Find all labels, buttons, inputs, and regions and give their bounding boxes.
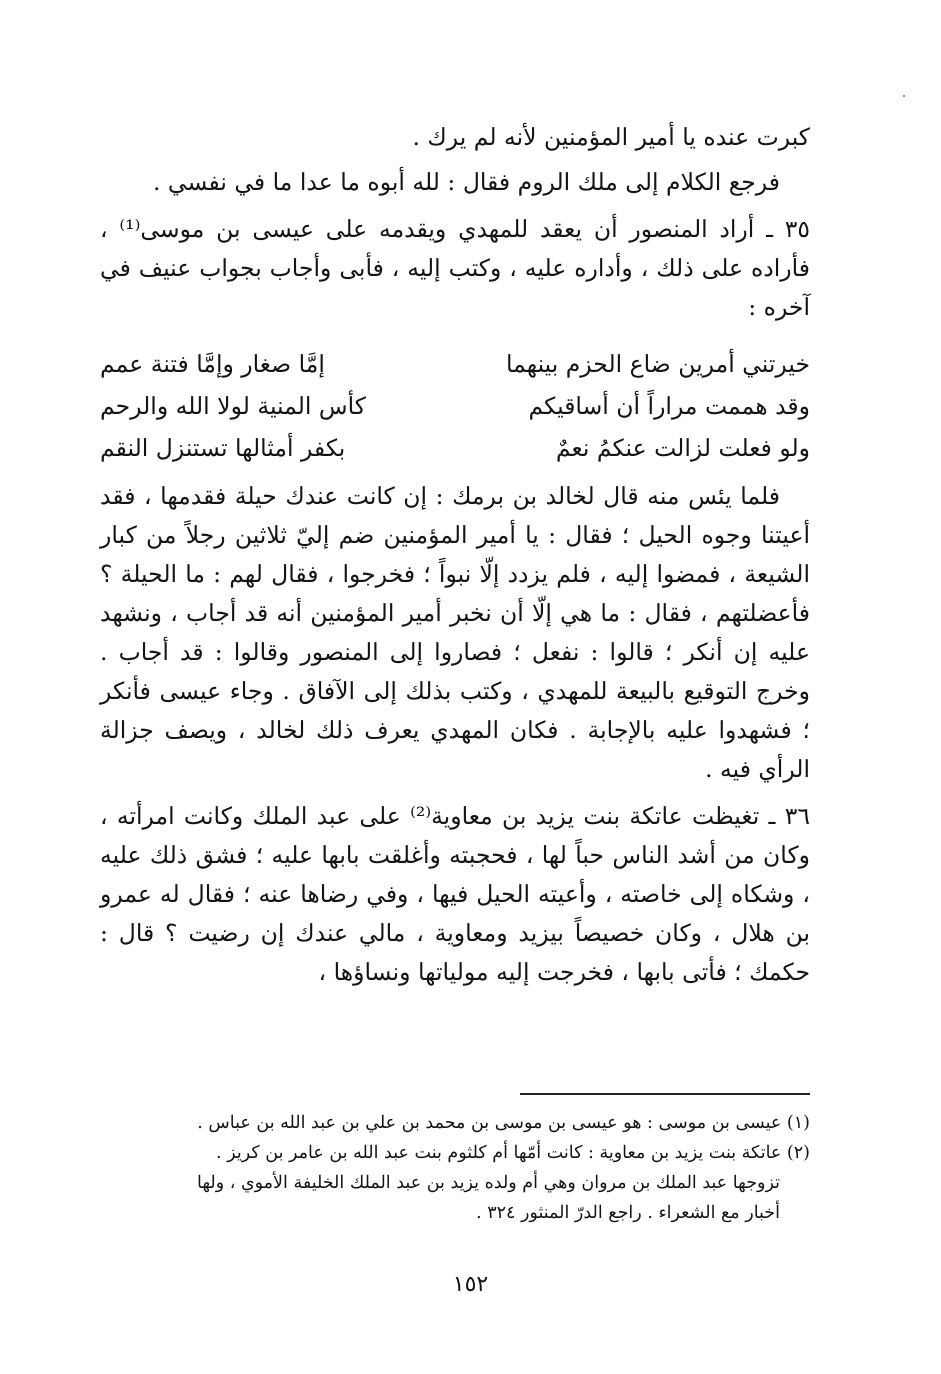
verse-second-hemistich: إمَّا صغار وإمَّا فتنة عمم bbox=[100, 350, 325, 378]
verse-first-hemistich: ولو فعلت لزالت عنكمُ نعمٌ bbox=[555, 434, 810, 462]
footnote-2-continuation: أخبار مع الشعراء . راجع الدرّ المنثور ٣٢٤ . bbox=[476, 1203, 780, 1223]
verse-second-hemistich: بكفر أمثالها تستنزل النقم bbox=[100, 434, 346, 462]
page-number: ١٥٢ bbox=[452, 1272, 489, 1297]
page-body bbox=[100, 118, 810, 1000]
footnote-2: (٢) عاتكة بنت يزيد بن معاوية : كانت أمّها أم كلثوم بنت عبد الله بن عامر بن كريز . bbox=[216, 1143, 810, 1163]
poem-verse bbox=[100, 385, 810, 427]
footnotes bbox=[150, 1108, 810, 1228]
footnote-2-continuation: تزوجها عبد الملك بن مروان وهي أم ولده يزيد بن عبد الملك الخليفة الأموي ، ولها bbox=[196, 1173, 780, 1193]
paragraph-2: فرجع الكلام إلى ملك الروم فقال : لله أبوه ما عدا ما في نفسي . bbox=[152, 168, 780, 196]
poem-verse bbox=[100, 427, 810, 469]
scan-speck bbox=[903, 95, 905, 97]
verse-first-hemistich: خيرتني أمرين ضاع الحزم بينهما bbox=[505, 350, 810, 378]
paragraph-khalid: فلما يئس منه قال لخالد بن برمك : إن كانت عندك حيلة فقدمها ، فقد أعيتنا وجوه الحيل ؛ فقال : يا أمير المؤمنين ضم إليّ ثلاثين رجلاً من كبار الشيعة ، فمضوا إليه ، فلم يزدد إلّا نبواً ؛ فخرجوا ، فقال لهم : ما الحيلة ؟ فأعضلتهم ، فقال : ما هي إلّا أن نخبر أمير المؤمنين أنه قد أجاب ، ونشهد عليه إن أنكر ؛ قالوا : نفعل ؛ فصاروا إلى المنصور وقالوا : قد أجاب . وخرج التوقيع بالبيعة للمهدي ، وكتب بذلك إلى الآفاق . وجاء عيسى فأنكر ؛ فشهدوا عليه بالإجابة . فكان المهدي يعرف ذلك لخالد ، ويصف جزالة الرأي فيه . bbox=[100, 482, 810, 783]
poem bbox=[100, 343, 810, 469]
poem-verse bbox=[100, 343, 810, 385]
footnote-1: (١) عيسى بن موسى : هو عيسى بن موسى بن محمد بن علي بن عبد الله بن عباس . bbox=[197, 1113, 810, 1133]
paragraph-36: ٣٦ ـ تغيظت عاتكة بنت يزيد بن معاوية⁽²⁾ على عبد الملك وكانت امرأته ، وكان من أشد الناس حباً لها ، فحجبته وأغلقت بابها عليه ؛ فشق ذلك عليه ، وشكاه إلى خاصته ، وأعيته الحيل فيها ، وفي رضاها عنه ؛ فقال له عمرو بن هلال ، وكان خصيصاً بيزيد ومعاوية ، مالي عندك إن رضيت ؟ قال : حكمك ؛ فأتى بابها ، فخرجت إليه مولياتها ونساؤها ، bbox=[100, 802, 810, 986]
paragraph-1: كبرت عنده يا أمير المؤمنين لأنه لم يرك . bbox=[412, 123, 810, 151]
verse-first-hemistich: وقد هممت مراراً أن أساقيكم bbox=[528, 392, 810, 420]
footnote-divider bbox=[520, 1093, 810, 1095]
verse-second-hemistich: كأس المنية لولا الله والرحم bbox=[100, 392, 366, 420]
paragraph-35: ٣٥ ـ أراد المنصور أن يعقد للمهدي ويقدمه على عيسى بن موسى⁽¹⁾ ، فأراده على ذلك ، وأداره عليه ، وكتب إليه ، فأبى وأجاب بجواب عنيف في آخره : bbox=[100, 215, 811, 321]
